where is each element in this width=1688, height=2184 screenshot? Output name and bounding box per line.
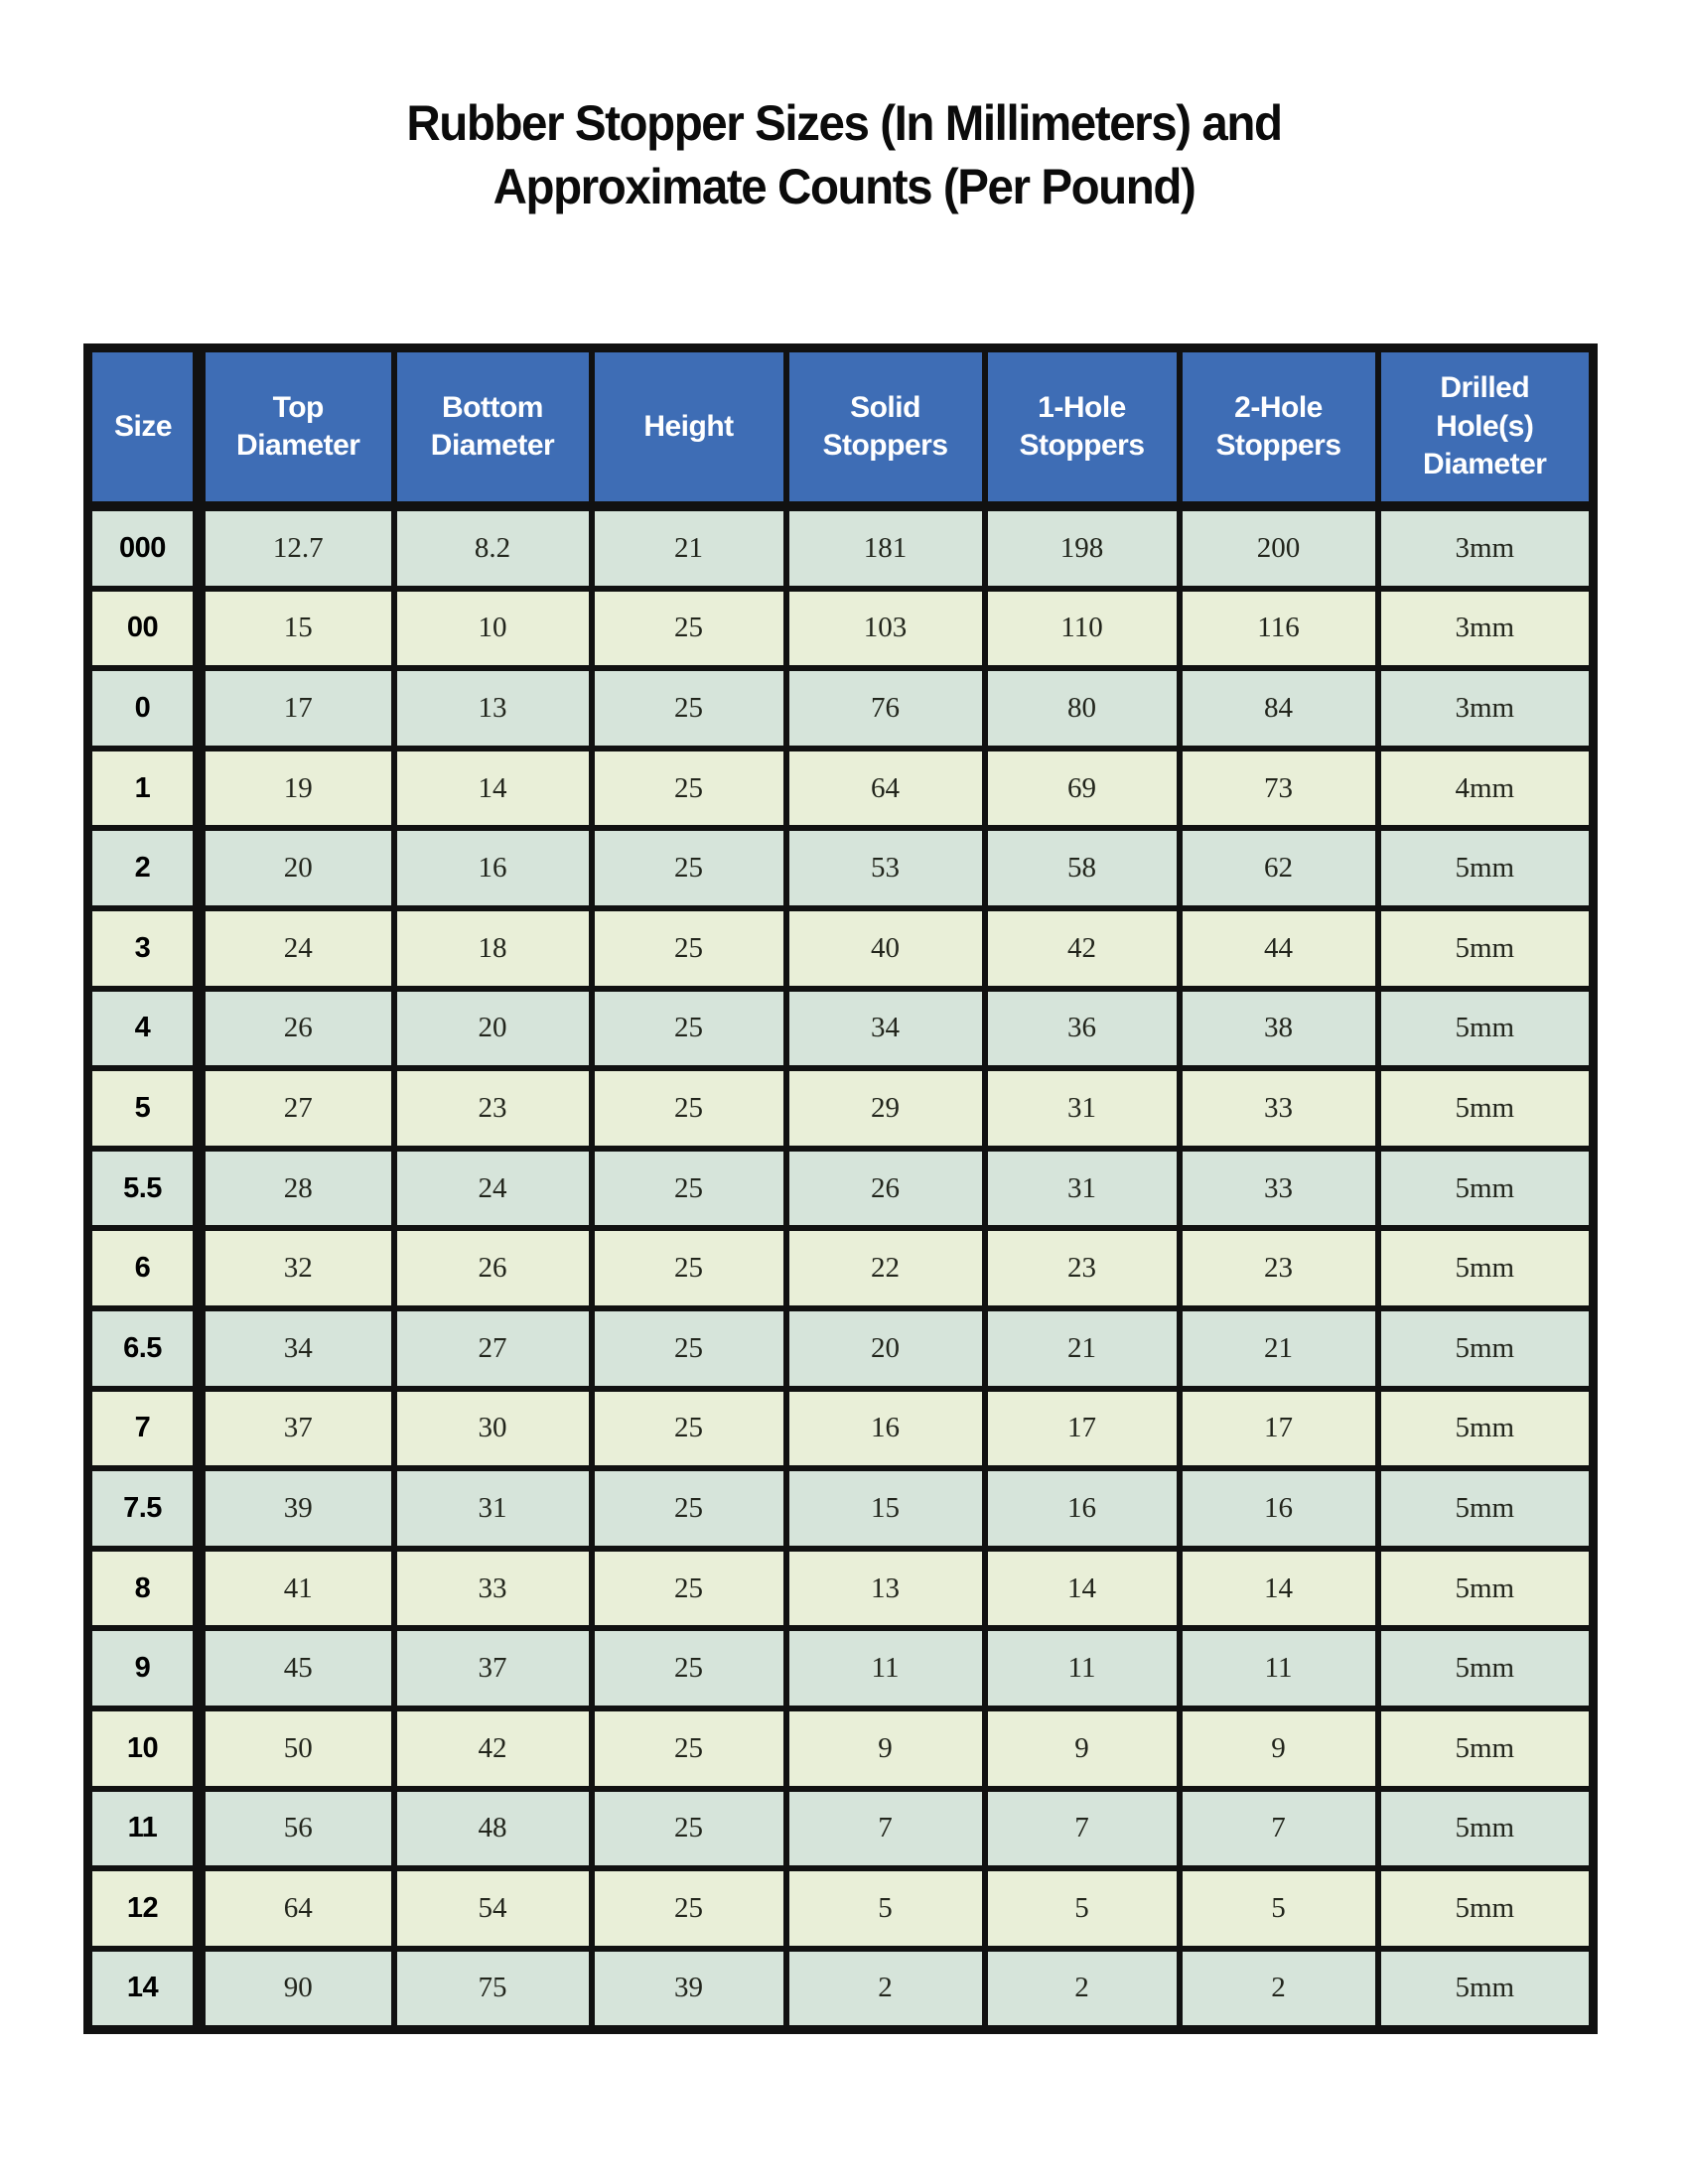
- value-cell: 53: [786, 828, 985, 908]
- value-cell: 64: [200, 1868, 394, 1949]
- table-row: [88, 1149, 1594, 1229]
- value-cell: 5mm: [1378, 989, 1594, 1069]
- page-title-line2: Approximate Counts (Per Pound): [492, 159, 1196, 214]
- table-row: [88, 668, 1594, 749]
- value-cell: 25: [592, 989, 786, 1069]
- size-cell: 6.5: [88, 1308, 200, 1389]
- value-cell: 5mm: [1378, 1468, 1594, 1549]
- value-cell: 21: [1180, 1308, 1378, 1389]
- size-cell: 1: [88, 749, 200, 829]
- value-cell: 84: [1180, 668, 1378, 749]
- value-cell: 3mm: [1378, 589, 1594, 669]
- value-cell: 37: [394, 1628, 592, 1708]
- column-header: Size: [88, 348, 200, 507]
- value-cell: 2: [1180, 1949, 1378, 2030]
- value-cell: 23: [985, 1228, 1180, 1308]
- size-cell: 11: [88, 1789, 200, 1869]
- value-cell: 5mm: [1378, 1789, 1594, 1869]
- size-cell: 00: [88, 589, 200, 669]
- value-cell: 37: [200, 1389, 394, 1469]
- column-header: 2-Hole Stoppers: [1180, 348, 1378, 507]
- value-cell: 25: [592, 1068, 786, 1149]
- value-cell: 10: [394, 589, 592, 669]
- value-cell: 30: [394, 1389, 592, 1469]
- value-cell: 9: [1180, 1708, 1378, 1789]
- value-cell: 25: [592, 1468, 786, 1549]
- size-cell: 2: [88, 828, 200, 908]
- value-cell: 29: [786, 1068, 985, 1149]
- value-cell: 34: [786, 989, 985, 1069]
- value-cell: 116: [1180, 589, 1378, 669]
- value-cell: 31: [985, 1149, 1180, 1229]
- value-cell: 5mm: [1378, 1628, 1594, 1708]
- size-cell: 5.5: [88, 1149, 200, 1229]
- table-row: [88, 589, 1594, 669]
- value-cell: 42: [394, 1708, 592, 1789]
- value-cell: 5mm: [1378, 1708, 1594, 1789]
- value-cell: 45: [200, 1628, 394, 1708]
- value-cell: 80: [985, 668, 1180, 749]
- value-cell: 90: [200, 1949, 394, 2030]
- value-cell: 11: [1180, 1628, 1378, 1708]
- value-cell: 5mm: [1378, 828, 1594, 908]
- value-cell: 21: [592, 506, 786, 589]
- table-row: [88, 1308, 1594, 1389]
- value-cell: 20: [200, 828, 394, 908]
- value-cell: 5mm: [1378, 1389, 1594, 1469]
- value-cell: 2: [786, 1949, 985, 2030]
- value-cell: 200: [1180, 506, 1378, 589]
- value-cell: 14: [394, 749, 592, 829]
- table-row: [88, 989, 1594, 1069]
- value-cell: 20: [394, 989, 592, 1069]
- value-cell: 41: [200, 1549, 394, 1629]
- value-cell: 26: [394, 1228, 592, 1308]
- value-cell: 31: [985, 1068, 1180, 1149]
- value-cell: 42: [985, 908, 1180, 989]
- size-cell: 7: [88, 1389, 200, 1469]
- table-body: [88, 506, 1594, 2030]
- value-cell: 20: [786, 1308, 985, 1389]
- value-cell: 25: [592, 908, 786, 989]
- size-cell: 14: [88, 1949, 200, 2030]
- value-cell: 26: [200, 989, 394, 1069]
- value-cell: 22: [786, 1228, 985, 1308]
- value-cell: 5mm: [1378, 1149, 1594, 1229]
- value-cell: 26: [786, 1149, 985, 1229]
- value-cell: 5mm: [1378, 1228, 1594, 1308]
- value-cell: 25: [592, 668, 786, 749]
- value-cell: 12.7: [200, 506, 394, 589]
- value-cell: 64: [786, 749, 985, 829]
- value-cell: 54: [394, 1868, 592, 1949]
- value-cell: 31: [394, 1468, 592, 1549]
- value-cell: 25: [592, 1549, 786, 1629]
- value-cell: 58: [985, 828, 1180, 908]
- size-cell: 6: [88, 1228, 200, 1308]
- table-row: [88, 1228, 1594, 1308]
- table-row: [88, 908, 1594, 989]
- column-header: Height: [592, 348, 786, 507]
- value-cell: 103: [786, 589, 985, 669]
- value-cell: 15: [786, 1468, 985, 1549]
- table-row: [88, 1868, 1594, 1949]
- value-cell: 17: [1180, 1389, 1378, 1469]
- value-cell: 11: [985, 1628, 1180, 1708]
- value-cell: 16: [786, 1389, 985, 1469]
- value-cell: 13: [394, 668, 592, 749]
- value-cell: 16: [394, 828, 592, 908]
- value-cell: 4mm: [1378, 749, 1594, 829]
- value-cell: 25: [592, 1228, 786, 1308]
- value-cell: 181: [786, 506, 985, 589]
- value-cell: 48: [394, 1789, 592, 1869]
- value-cell: 25: [592, 1149, 786, 1229]
- stopper-size-table: [83, 343, 1598, 2034]
- value-cell: 24: [200, 908, 394, 989]
- table-row: [88, 1708, 1594, 1789]
- size-cell: 0: [88, 668, 200, 749]
- value-cell: 33: [1180, 1068, 1378, 1149]
- value-cell: 5mm: [1378, 1308, 1594, 1389]
- value-cell: 14: [985, 1549, 1180, 1629]
- value-cell: 19: [200, 749, 394, 829]
- value-cell: 36: [985, 989, 1180, 1069]
- size-cell: 3: [88, 908, 200, 989]
- size-cell: 5: [88, 1068, 200, 1149]
- value-cell: 3mm: [1378, 506, 1594, 589]
- value-cell: 38: [1180, 989, 1378, 1069]
- value-cell: 76: [786, 668, 985, 749]
- value-cell: 44: [1180, 908, 1378, 989]
- size-cell: 7.5: [88, 1468, 200, 1549]
- value-cell: 25: [592, 1308, 786, 1389]
- value-cell: 5: [786, 1868, 985, 1949]
- table-row: [88, 1628, 1594, 1708]
- table-row: [88, 1789, 1594, 1869]
- value-cell: 34: [200, 1308, 394, 1389]
- value-cell: 16: [985, 1468, 1180, 1549]
- column-header: 1-Hole Stoppers: [985, 348, 1180, 507]
- value-cell: 40: [786, 908, 985, 989]
- value-cell: 5mm: [1378, 1868, 1594, 1949]
- value-cell: 33: [1180, 1149, 1378, 1229]
- value-cell: 23: [394, 1068, 592, 1149]
- value-cell: 5mm: [1378, 1949, 1594, 2030]
- table-row: [88, 828, 1594, 908]
- value-cell: 5: [1180, 1868, 1378, 1949]
- size-cell: 12: [88, 1868, 200, 1949]
- value-cell: 7: [1180, 1789, 1378, 1869]
- value-cell: 56: [200, 1789, 394, 1869]
- value-cell: 9: [786, 1708, 985, 1789]
- value-cell: 7: [985, 1789, 1180, 1869]
- column-header: Top Diameter: [200, 348, 394, 507]
- value-cell: 25: [592, 1868, 786, 1949]
- value-cell: 14: [1180, 1549, 1378, 1629]
- page-title-line1: Rubber Stopper Sizes (In Millimeters) and: [406, 95, 1282, 151]
- value-cell: 25: [592, 1628, 786, 1708]
- table-row: [88, 1468, 1594, 1549]
- table-row: [88, 506, 1594, 589]
- table-row: [88, 1549, 1594, 1629]
- size-cell: 000: [88, 506, 200, 589]
- page-title: [43, 91, 1646, 218]
- value-cell: 69: [985, 749, 1180, 829]
- size-cell: 10: [88, 1708, 200, 1789]
- value-cell: 5mm: [1378, 1549, 1594, 1629]
- table-row: [88, 749, 1594, 829]
- column-header: Bottom Diameter: [394, 348, 592, 507]
- value-cell: 25: [592, 828, 786, 908]
- value-cell: 25: [592, 589, 786, 669]
- value-cell: 7: [786, 1789, 985, 1869]
- value-cell: 25: [592, 1708, 786, 1789]
- value-cell: 27: [200, 1068, 394, 1149]
- value-cell: 39: [200, 1468, 394, 1549]
- size-cell: 9: [88, 1628, 200, 1708]
- value-cell: 15: [200, 589, 394, 669]
- size-cell: 8: [88, 1549, 200, 1629]
- value-cell: 23: [1180, 1228, 1378, 1308]
- value-cell: 198: [985, 506, 1180, 589]
- value-cell: 32: [200, 1228, 394, 1308]
- value-cell: 50: [200, 1708, 394, 1789]
- value-cell: 75: [394, 1949, 592, 2030]
- table-row: [88, 1389, 1594, 1469]
- value-cell: 21: [985, 1308, 1180, 1389]
- size-cell: 4: [88, 989, 200, 1069]
- table-header: [88, 348, 1594, 507]
- value-cell: 39: [592, 1949, 786, 2030]
- value-cell: 28: [200, 1149, 394, 1229]
- value-cell: 62: [1180, 828, 1378, 908]
- value-cell: 5mm: [1378, 1068, 1594, 1149]
- value-cell: 2: [985, 1949, 1180, 2030]
- value-cell: 3mm: [1378, 668, 1594, 749]
- value-cell: 73: [1180, 749, 1378, 829]
- value-cell: 110: [985, 589, 1180, 669]
- value-cell: 11: [786, 1628, 985, 1708]
- value-cell: 33: [394, 1549, 592, 1629]
- value-cell: 5: [985, 1868, 1180, 1949]
- value-cell: 25: [592, 749, 786, 829]
- table-row: [88, 1068, 1594, 1149]
- value-cell: 5mm: [1378, 908, 1594, 989]
- column-header: Drilled Hole(s) Diameter: [1378, 348, 1594, 507]
- value-cell: 18: [394, 908, 592, 989]
- value-cell: 13: [786, 1549, 985, 1629]
- value-cell: 17: [200, 668, 394, 749]
- value-cell: 25: [592, 1389, 786, 1469]
- value-cell: 8.2: [394, 506, 592, 589]
- value-cell: 9: [985, 1708, 1180, 1789]
- value-cell: 25: [592, 1789, 786, 1869]
- table-row: [88, 1949, 1594, 2030]
- table-header-row: [88, 348, 1594, 507]
- value-cell: 27: [394, 1308, 592, 1389]
- value-cell: 24: [394, 1149, 592, 1229]
- column-header: Solid Stoppers: [786, 348, 985, 507]
- value-cell: 17: [985, 1389, 1180, 1469]
- value-cell: 16: [1180, 1468, 1378, 1549]
